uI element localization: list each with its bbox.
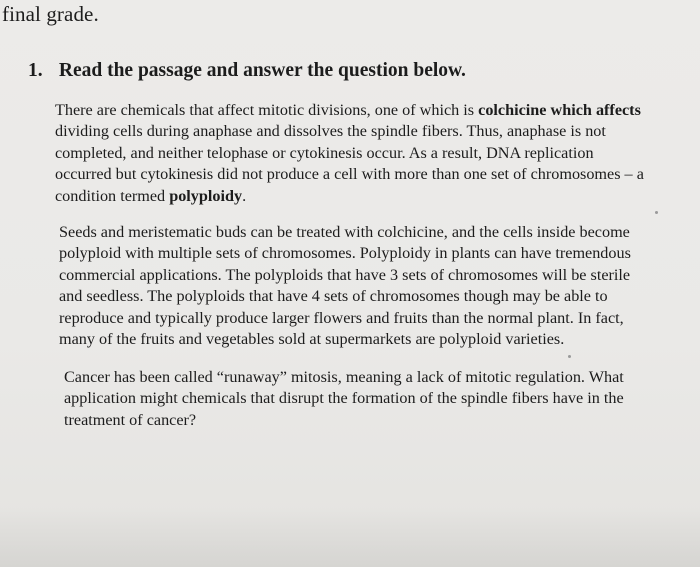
question-paragraph (64, 367, 624, 431)
paragraph-line: polyploid with multiple sets of chromosomes. Polyploidy in plants can have tremendous (59, 244, 631, 263)
question-title: Read the passage and answer the question below. (58, 60, 466, 81)
bold-term: polyploidy (169, 186, 243, 205)
paragraph-line: completed, and neither telophase or cytokinesis occur. As a result, DNA replication (55, 143, 594, 162)
bold-term: colchicine which affects (478, 101, 641, 119)
text-span: condition termed (55, 186, 170, 205)
question-number: 1. (28, 60, 43, 81)
paragraph-line: commercial applications. The polyploids that have 3 sets of chromosomes will be sterile (59, 265, 631, 284)
paragraph-line: application might chemicals that disrupt the formation of the spindle fibers have in the (64, 389, 624, 408)
paragraph-line: Seeds and meristematic buds can be treated with colchicine, and the cells inside become (59, 223, 630, 241)
paragraph-line: and seedless. The polyploids that have 4 sets of chromosomes though may be able to (59, 287, 608, 306)
paragraph-line: reproduce and typically produce larger flowers and fruits than the normal plant. In fact, (59, 308, 624, 327)
paragraph-line (55, 186, 644, 207)
text-span: There are chemicals that affect mitotic divisions, one of which is (55, 101, 479, 119)
passage-paragraph-2 (59, 222, 631, 350)
cutoff-header-text: final grade. (2, 2, 99, 26)
paragraph-line: many of the fruits and vegetables sold at supermarkets are polyploid varieties. (59, 330, 565, 349)
text-span: . (242, 186, 247, 205)
passage-paragraph-1 (55, 100, 644, 207)
paragraph-line (55, 100, 644, 121)
paragraph-line: treatment of cancer? (64, 410, 197, 429)
speck-mark (655, 211, 658, 214)
page-shadow (0, 507, 700, 567)
paragraph-line: Cancer has been called “runaway” mitosis, meaning a lack of mitotic regulation. What (64, 368, 624, 386)
question-heading (28, 58, 466, 84)
speck-mark (568, 355, 571, 358)
paragraph-line: dividing cells during anaphase and dissolves the spindle fibers. Thus, anaphase is not (55, 122, 606, 141)
paragraph-line: occurred but cytokinesis did not produce a cell with more than one set of chromosomes – a (55, 165, 644, 184)
